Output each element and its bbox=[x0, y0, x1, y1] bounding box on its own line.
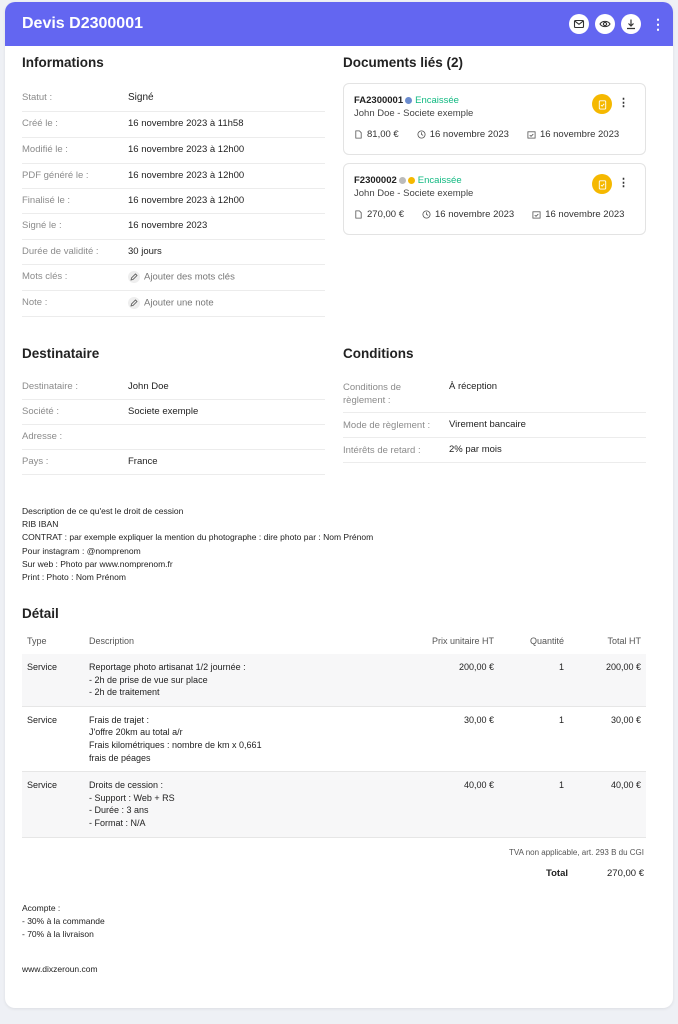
info-row bbox=[343, 413, 646, 438]
draft-dot-icon bbox=[399, 177, 406, 184]
cell-unit-price: 30,00 € bbox=[463, 714, 494, 725]
add-keywords-button[interactable] bbox=[128, 271, 235, 283]
field-label: Pays : bbox=[22, 456, 49, 467]
clock-icon bbox=[422, 210, 431, 219]
document-due-date: 16 novembre 2023 bbox=[545, 209, 625, 220]
destinataire-title: Destinataire bbox=[22, 346, 100, 361]
field-label: Créé le : bbox=[22, 118, 58, 129]
pencil-icon bbox=[128, 271, 140, 283]
cell-total: 40,00 € bbox=[610, 780, 641, 791]
document-icon bbox=[354, 210, 363, 219]
column-header-type: Type bbox=[27, 636, 47, 646]
informations-title: Informations bbox=[22, 55, 104, 70]
info-row bbox=[343, 375, 646, 413]
column-header-unit-price: Prix unitaire HT bbox=[431, 636, 494, 646]
status-badge: Encaissée bbox=[417, 175, 462, 186]
field-value: 16 novembre 2023 à 12h00 bbox=[128, 170, 245, 181]
info-row bbox=[22, 164, 325, 189]
info-row bbox=[22, 400, 325, 425]
info-row bbox=[22, 425, 325, 450]
field-label: Société : bbox=[22, 406, 59, 417]
field-label: Modifié le : bbox=[22, 144, 68, 155]
field-value: Ajouter une note bbox=[144, 297, 214, 309]
info-row bbox=[22, 138, 325, 164]
cell-quantity: 1 bbox=[558, 780, 564, 791]
table-row bbox=[22, 654, 646, 706]
conditions-title: Conditions bbox=[343, 346, 414, 361]
deposit-notes: Acompte : - 30% à la commande - 70% à la livraison bbox=[22, 903, 105, 940]
document-client: John Doe - Societe exemple bbox=[354, 108, 474, 119]
pencil-icon bbox=[128, 297, 140, 309]
detail-title: Détail bbox=[22, 606, 59, 621]
table-row bbox=[22, 706, 646, 771]
column-header-description: Description bbox=[89, 636, 135, 646]
linked-document-card[interactable] bbox=[343, 83, 646, 155]
cell-type: Service bbox=[27, 780, 58, 791]
field-label: Conditions de règlement : bbox=[343, 382, 402, 406]
calendar-check-icon bbox=[527, 130, 536, 139]
tva-note: TVA non applicable, art. 293 B du CGI bbox=[508, 848, 644, 857]
field-label: PDF généré le : bbox=[22, 170, 89, 181]
document-amount: 81,00 € bbox=[367, 129, 399, 140]
field-value: Societe exemple bbox=[128, 406, 199, 417]
field-label: Mode de règlement : bbox=[343, 420, 431, 431]
website-link[interactable]: www.dixzeroun.com bbox=[22, 964, 98, 974]
total-label: Total bbox=[546, 868, 568, 879]
field-value: Signé bbox=[128, 92, 154, 103]
field-value: John Doe bbox=[128, 381, 169, 392]
field-label: Adresse : bbox=[22, 431, 63, 442]
cell-quantity: 1 bbox=[558, 662, 564, 672]
column-header-total: Total HT bbox=[607, 636, 641, 646]
clipboard-check-icon[interactable] bbox=[592, 174, 612, 194]
info-icon bbox=[405, 97, 412, 104]
info-row bbox=[22, 291, 325, 317]
cell-type: Service bbox=[27, 714, 58, 725]
cell-quantity: 1 bbox=[558, 714, 564, 725]
mail-icon[interactable] bbox=[569, 14, 589, 34]
field-value: 16 novembre 2023 à 12h00 bbox=[128, 144, 245, 155]
field-value: Ajouter des mots clés bbox=[144, 271, 235, 283]
field-value: 16 novembre 2023 à 11h58 bbox=[128, 118, 244, 129]
field-value: 16 novembre 2023 bbox=[128, 220, 208, 231]
quote-notes: Description de ce qu'est le droit de cession RIB IBAN CONTRAT : par exemple expliquer la mention du photographe : dire photo par : Nom Prénom Pour instagram : @nomprenom Sur web : Photo par www.nomprenom.fr Print : Photo : Nom Prénom bbox=[22, 506, 374, 583]
info-row bbox=[22, 375, 325, 400]
cell-description: Reportage photo artisanat 1/2 journée : - 2h de prise de vue sur place - 2h de traitement bbox=[89, 662, 246, 698]
info-row bbox=[22, 450, 325, 475]
document-client: John Doe - Societe exemple bbox=[354, 188, 474, 199]
download-icon[interactable] bbox=[621, 14, 641, 34]
quote-card bbox=[5, 2, 673, 1008]
document-icon bbox=[354, 130, 363, 139]
cell-description: Droits de cession : - Support : Web + RS - Durée : 3 ans - Format : N/A bbox=[89, 780, 175, 828]
cell-total: 200,00 € bbox=[605, 662, 641, 672]
linked-document-card[interactable] bbox=[343, 163, 646, 235]
document-number[interactable]: F2300002 bbox=[354, 175, 397, 186]
field-value: À réception bbox=[449, 381, 498, 392]
cell-description: Frais de trajet : J'offre 20km au total a/r Frais kilométriques : nombre de km x 0,661 frais de péages bbox=[89, 714, 262, 763]
table-row bbox=[22, 772, 646, 837]
field-label: Destinataire : bbox=[22, 381, 78, 392]
eye-icon[interactable] bbox=[595, 14, 615, 34]
more-vertical-icon[interactable]: ⋮ bbox=[651, 15, 665, 32]
info-row bbox=[22, 189, 325, 214]
calendar-check-icon bbox=[532, 210, 541, 219]
more-vertical-icon[interactable]: ⋮ bbox=[618, 177, 629, 189]
clipboard-check-icon[interactable] bbox=[592, 94, 612, 114]
field-label: Note : bbox=[22, 297, 48, 308]
field-value: 30 jours bbox=[128, 246, 162, 257]
field-label: Statut : bbox=[22, 92, 53, 103]
field-value: France bbox=[128, 456, 158, 467]
cell-total: 30,00 € bbox=[610, 714, 641, 725]
clock-icon bbox=[417, 130, 426, 139]
field-label: Signé le : bbox=[22, 220, 62, 231]
info-row bbox=[22, 112, 325, 138]
cell-unit-price: 200,00 € bbox=[458, 662, 494, 672]
column-header-quantity: Quantité bbox=[529, 636, 564, 646]
page-header bbox=[5, 2, 673, 46]
document-date: 16 novembre 2023 bbox=[434, 209, 515, 220]
info-row bbox=[22, 240, 325, 265]
cell-unit-price: 40,00 € bbox=[463, 780, 494, 791]
document-amount: 270,00 € bbox=[367, 209, 404, 220]
document-number[interactable]: FA2300001 bbox=[354, 95, 404, 106]
info-row bbox=[343, 438, 646, 463]
more-vertical-icon[interactable]: ⋮ bbox=[618, 97, 629, 109]
documents-title: Documents liés (2) bbox=[343, 55, 464, 70]
add-note-button[interactable] bbox=[128, 297, 214, 309]
info-row bbox=[22, 214, 325, 240]
field-label: Durée de validité : bbox=[22, 246, 99, 257]
document-due-date: 16 novembre 2023 bbox=[539, 129, 620, 140]
total-value: 270,00 € bbox=[607, 868, 644, 879]
info-row bbox=[22, 86, 325, 112]
field-value: 16 novembre 2023 à 12h00 bbox=[128, 195, 245, 206]
field-label: Finalisé le : bbox=[22, 195, 71, 206]
page-title: Devis D2300001 bbox=[22, 15, 143, 32]
field-label: Intérêts de retard : bbox=[343, 445, 421, 456]
document-date: 16 novembre 2023 bbox=[429, 129, 509, 140]
cell-type: Service bbox=[27, 662, 58, 672]
status-badge: Encaissée bbox=[415, 95, 459, 106]
field-label: Mots clés : bbox=[22, 271, 68, 282]
field-value: 2% par mois bbox=[449, 444, 502, 455]
field-value: Virement bancaire bbox=[449, 419, 526, 430]
warning-icon bbox=[408, 177, 415, 184]
info-row bbox=[22, 265, 325, 291]
detail-table bbox=[22, 628, 646, 838]
